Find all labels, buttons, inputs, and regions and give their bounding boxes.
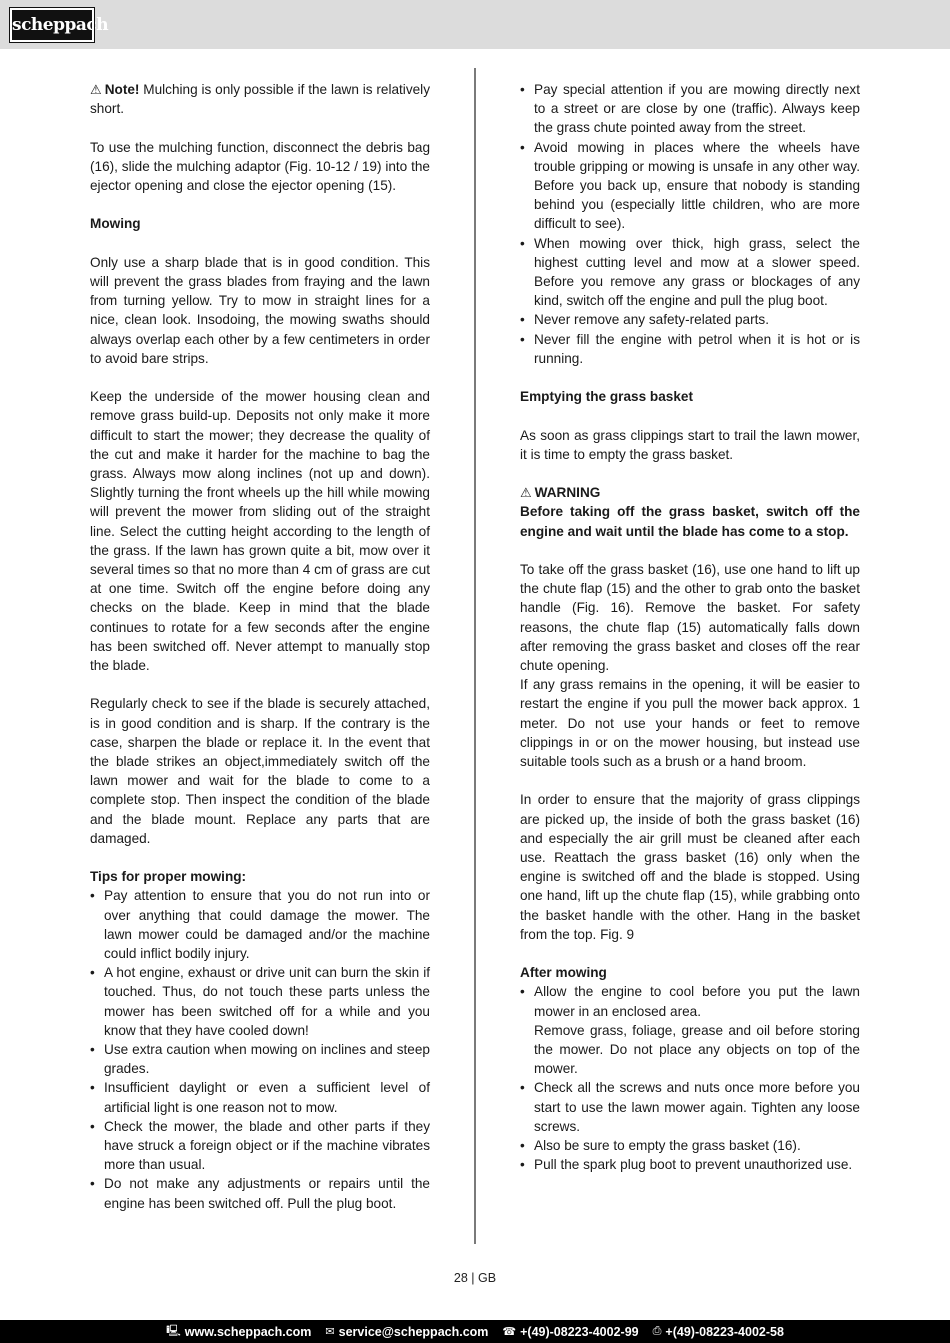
- footer-web[interactable]: [166, 1322, 311, 1341]
- list-item: • Pay special attention if you are mowing directly next to a street or are close by one (traffic). Always keep the grass chute pointed away from the street.: [520, 80, 860, 138]
- list-item-text: Allow the engine to cool before you put the lawn mower in an enclosed area.: [534, 984, 860, 1019]
- footer-bar: [0, 1320, 950, 1343]
- footer-email[interactable]: [325, 1325, 488, 1339]
- emptying-paragraph-4: In order to ensure that the majority of grass clippings are picked up, the inside of both the grass basket (16) and especially the air grill must be cleaned after each use. Reattach the grass basket (16) only when the engine is switched off and the blade is stopped. Using one hand, lift up the chute flap (15), while grabbing onto the basket handle with the other. Hang in the basket from the top. Fig. 9: [520, 792, 860, 942]
- mowing-paragraph-3: Regularly check to see if the blade is securely attached, is in good condition and is sharp. If the contrary is the case, sharpen the blade or replace it. In the event that the blade strikes an object,immediately switch off the lawn mower and wait for the blade to come to a complete stop. Then inspect the condition of the blade and the blade mount. Replace any parts that are damaged.: [90, 696, 430, 846]
- footer-phone[interactable]: [502, 1325, 638, 1339]
- left-column: [90, 80, 430, 1232]
- emptying-heading: Emptying the grass basket: [520, 389, 693, 405]
- brand-logo: scheppach: [10, 8, 94, 42]
- footer-fax[interactable]: [653, 1325, 784, 1339]
- list-item: • Do not make any adjustments or repairs until the engine has been switched off. Pull the plug boot.: [90, 1174, 430, 1212]
- emptying-paragraph-2: To take off the grass basket (16), use one hand to lift up the chute flap (15) and the other to grab onto the basket handle (Fig. 16). Remove the basket. For safety reasons, the chute flap (15) automatically falls down after removing the grass basket and closes off the rear chute opening.: [520, 562, 860, 674]
- list-item: • Never remove any safety-related parts.: [520, 310, 860, 329]
- computer-icon: 🖳: [166, 1325, 181, 1337]
- column-divider: [474, 68, 476, 1244]
- mowing-paragraph-1: Only use a sharp blade that is in good condition. This will prevent the grass blades from fraying and the lawn from turning yellow. Try to mow in straight lines for a nice, clean look. Insodoing, the mowing swaths should always overlap each other by a few centimeters in order to avoid bare strips.: [90, 254, 430, 366]
- footer-email-text: service@scheppach.com: [338, 1324, 489, 1339]
- list-item: • Avoid mowing in places where the wheels have trouble gripping or mowing is unsafe in any other way. Before you back up, ensure that nobody is standing behind you (especially little children, who are more difficult to see).: [520, 138, 860, 234]
- list-item: • Never fill the engine with petrol when it is hot or is running.: [520, 330, 860, 368]
- mowing-heading: Mowing: [90, 216, 141, 232]
- note-paragraph: [90, 80, 430, 118]
- list-item: • When mowing over thick, high grass, select the highest cutting level and mow at a slower speed. Before you remove any grass or blockages of any kind, switch off the engine and pull the plug boot.: [520, 234, 860, 311]
- warning-triangle-icon: ⚠: [520, 485, 532, 501]
- emptying-paragraph-1: As soon as grass clippings start to trail the lawn mower, it is time to empty the grass basket.: [520, 427, 860, 462]
- list-item: • Pay attention to ensure that you do not run into or over anything that could damage the mower. The lawn mower could be damaged and/or the machine could inflict bodily injury.: [90, 886, 430, 963]
- list-item: • Insufficient daylight or even a sufficient level of artificial light is one reason not to mow.: [90, 1078, 430, 1116]
- mail-icon: ✉: [325, 1326, 335, 1338]
- tips-list: [90, 886, 430, 1212]
- warning-triangle-icon: ⚠: [90, 82, 102, 97]
- list-item: • Pull the spark plug boot to prevent unauthorized use.: [520, 1155, 860, 1174]
- fax-icon: ⎙: [652, 1325, 662, 1337]
- list-item: [520, 982, 860, 1078]
- list-item-extra: Remove grass, foliage, grease and oil before storing the mower. Do not place any objects on top of the mower.: [534, 1022, 860, 1077]
- after-mowing-heading: After mowing: [520, 965, 607, 981]
- list-item: • Use extra caution when mowing on inclines and steep grades.: [90, 1040, 430, 1078]
- right-column: [520, 80, 860, 1194]
- phone-icon: ☎: [502, 1326, 517, 1338]
- list-item: • A hot engine, exhaust or drive unit can burn the skin if touched. Thus, do not touch these parts unless the mower has been switched off for a while and you know that they have cooled down!: [90, 963, 430, 1040]
- list-item: • Check the mower, the blade and other parts if they have struck a foreign object or if the machine vibrates more than usual.: [90, 1117, 430, 1175]
- footer-fax-text: +(49)-08223-4002-58: [665, 1324, 784, 1339]
- header-bar: [0, 0, 950, 49]
- footer-phone-text: +(49)-08223-4002-99: [520, 1324, 639, 1339]
- warning-text: Before taking off the grass basket, switch off the engine and wait until the blade has come to a stop.: [520, 504, 860, 539]
- note-text: Mulching is only possible if the lawn is relatively short.: [90, 82, 430, 117]
- mulch-paragraph: To use the mulching function, disconnect the debris bag (16), slide the mulching adaptor (Fig. 10-12 / 19) into the ejector opening and close the ejector opening (15).: [90, 139, 430, 193]
- list-item: • Check all the screws and nuts once more before you start to use the lawn mower again. Tighten any loose screws.: [520, 1078, 860, 1136]
- mowing-paragraph-2: Keep the underside of the mower housing clean and remove grass build-up. Deposits not only make it more difficult to start the mower; they decrease the quality of the cut and make it harder for the machine to bag the grass. Always mow along inclines (not up and down). Slightly turning the front wheels up the hill while mowing will prevent the mower from sliding out of the straight line. Select the cutting height according to the length of the grass. If the lawn has grown quite a bit, mow over it several times so that no more than 4 cm of grass are cut at one time. Switch off the engine before doing any checks on the blade. Keep in mind that the blade continues to rotate for a few seconds after the engine has been switched off. Never attempt to manually stop the blade.: [90, 389, 430, 674]
- emptying-paragraph-3: If any grass remains in the opening, it will be easier to restart the engine if you pull the mower back approx. 1 meter. Do not use your hands or feet to remove clippings in or on the mower housing, but instead use suitable tools such as a brush or a hand broom.: [520, 677, 860, 770]
- tips-list-continued: [520, 80, 860, 368]
- warning-label: WARNING: [534, 485, 601, 501]
- tips-heading: Tips for proper mowing:: [90, 869, 247, 885]
- footer-web-text: www.scheppach.com: [184, 1324, 312, 1339]
- after-mowing-list: [520, 982, 860, 1174]
- page-number: 28 | GB: [453, 1271, 497, 1285]
- list-item: • Also be sure to empty the grass basket (16).: [520, 1136, 860, 1155]
- warning-title: [520, 483, 860, 502]
- note-label: Note!: [104, 82, 140, 97]
